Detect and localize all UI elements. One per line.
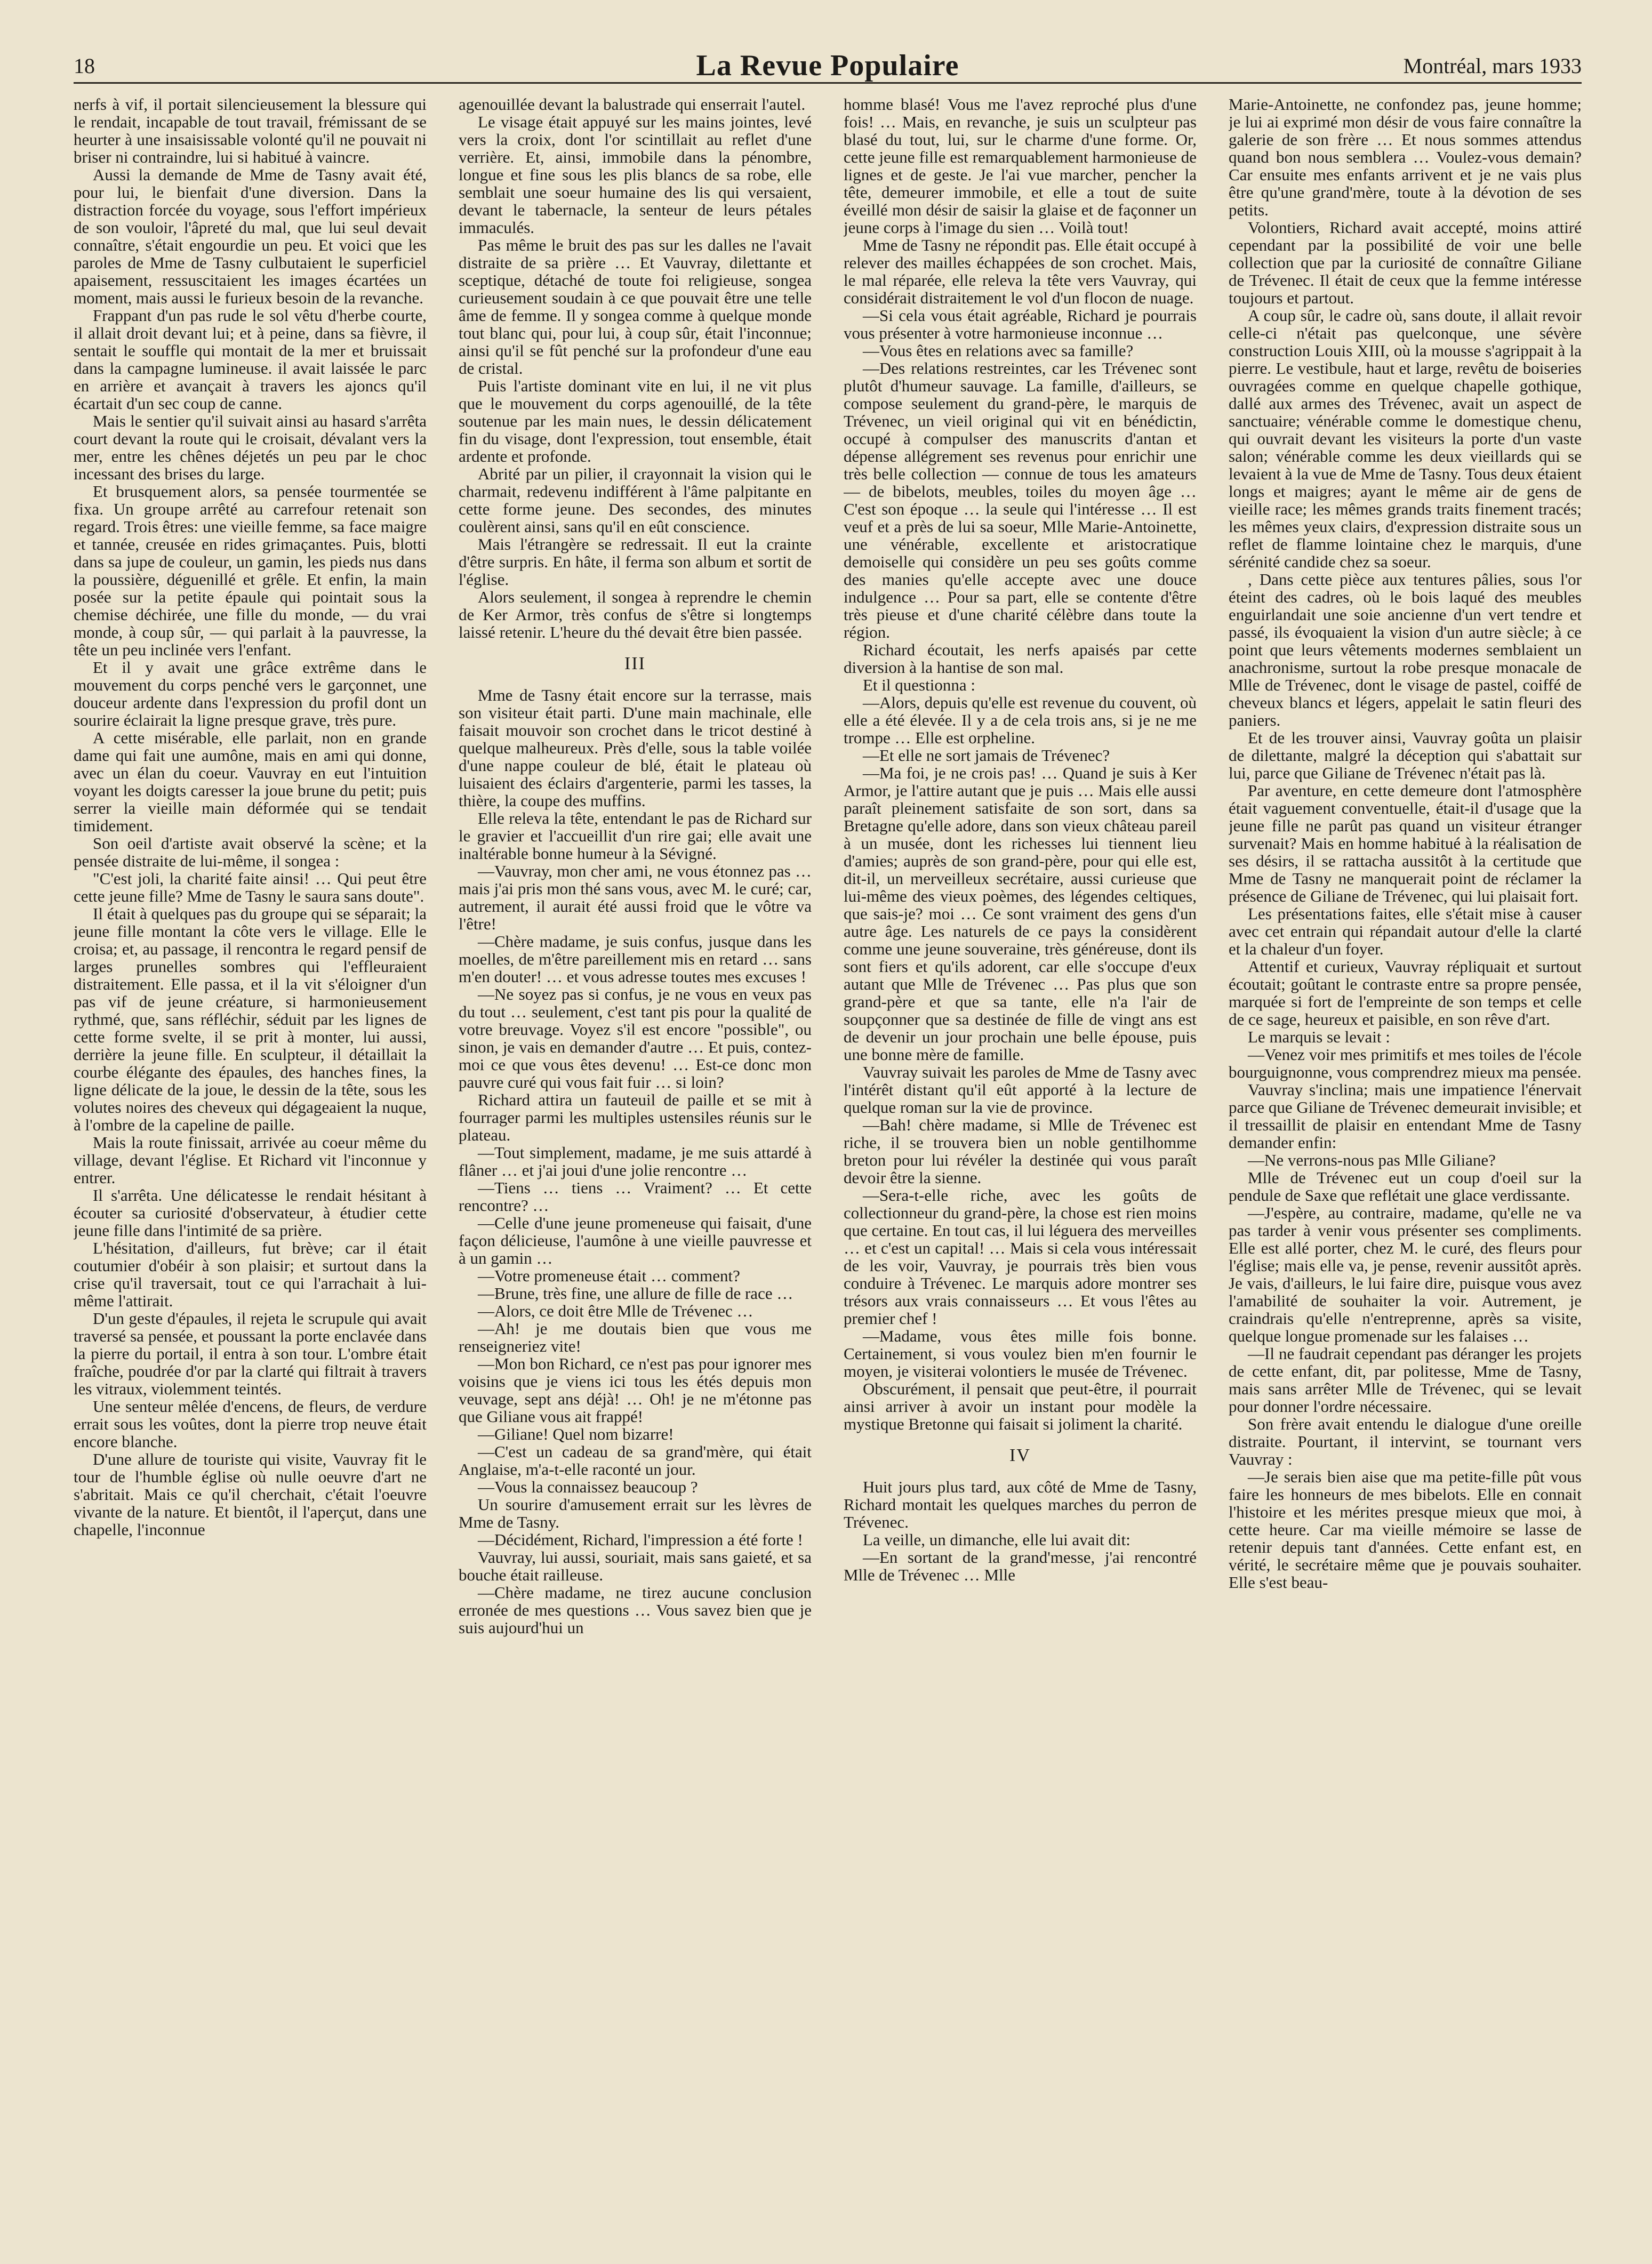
column-2 [459, 95, 812, 2244]
paragraph: —Votre promeneuse était … comment? [478, 1266, 740, 1285]
paragraph: —Ne verrons-nous pas Mlle Giliane? [1248, 1151, 1496, 1169]
paragraph: Mme de Tasny ne répondit pas. Elle était occupé à relever des mailles échappées de son crochet. Mais, le mal réparée, elle releva la tête vers Vauvray, qui considérait distraitement le vol d'un flocon de nuage. [844, 236, 1197, 307]
paragraph: Puis l'artiste dominant vite en lui, il ne vit plus que le mouvement du corps agenouillé, de la tête soutenue par les main nues, le dessin délicatement fin du visage, dont l'expression, tout ensemble, était ardente et profonde. [459, 376, 812, 465]
paragraph: —Ma foi, je ne crois pas! … Quand je suis à Ker Armor, je l'attire autant que je puis … Mais elle aussi paraît pleinement satisfaite de son sort, dans sa Bretagne qu'elle adore, dans son vieux château pareil à un musée, dont les richesses lui tiennent lieu d'amies; auprès de son grand-père, pour qui elle est, dit-il, un merveilleux secrétaire, aussi curieuse que lui-même des vieux poèmes, des légendes celtiques, que sais-je? moi … Ce sont vraiment des gens d'un autre âge. Les naturels de ce pays la considèrent comme une jeune souveraine, très généreuse, dont ils sont fiers et qu'ils adorent, car elle s'occupe d'eux autant que Mlle de Trévenec … Pas plus que son grand-père et que sa tante, elle n'a l'air de soupçonner que sa destinée de fille de vingt ans est de devenir un jour prochain une belle épouse, puis une bonne mère de famille. [844, 764, 1197, 1064]
paragraph: —Sera-t-elle riche, avec les goûts de collectionneur du grand-père, la chose est rien moins que certaine. En tout cas, il lui léguera des merveilles … et c'est un capital! … Mais si cela vous intéressait de les voir, Vauvray, je pourrais très bien vous conduire à Trévenec. Le marquis adore montrer ses trésors aux vrais connaisseurs … Et vous l'êtes au premier chef ! [844, 1186, 1197, 1328]
paragraph: —Celle d'une jeune promeneuse qui faisait, d'une façon délicieuse, l'aumône à une vieille pauvresse et à un gamin … [459, 1214, 812, 1267]
paragraph: —Mon bon Richard, ce n'est pas pour ignorer mes voisins que je viens ici tous les étés depuis mon veuvage, sept ans déjà! … Oh! je ne m'étonne pas que Giliane vous ait frappé! [459, 1354, 812, 1426]
paragraph: Attentif et curieux, Vauvray répliquait et surtout écoutait; goûtant le contraste entre sa propre pensée, marquée si fort de l'empreinte de son temps et celle de ce sage, heureux et paisible, en son rêve d'art. [1229, 957, 1582, 1029]
paragraph: —Tout simplement, madame, je me suis attardé à flâner … et j'ai joui d'une jolie rencontre … [459, 1143, 812, 1179]
paragraph: Abrité par un pilier, il crayonnait la vision qui le charmait, redevenu indifférent à l'âme palpitante en cette forme jeune. Des secondes, des minutes coulèrent ainsi, sans qu'il en eût conscience. [459, 464, 812, 536]
paragraph: —Si cela vous était agréable, Richard je pourrais vous présenter à votre harmonieuse inconnue … [844, 306, 1197, 342]
paragraph: A cette misérable, elle parlait, non en grande dame qui fait une aumône, mais en ami qui donne, avec un élan du coeur. Vauvray en eut l'intuition voyant les doigts caresser la joue brune du petit; puis serrer la vieille main déformée qui se tendait timidement. [74, 728, 427, 835]
paragraph: —Des relations restreintes, car les Trévenec sont plutôt d'humeur sauvage. La famille, d'ailleurs, se compose seulement du grand-père, le marquis de Trévenec, un vieil original qui vit en bénédictin, occupé à compulser des manuscrits d'antan et dépense allégrement ses revenus pour enrichir une très belle collection — connue de tous les amateurs— de bibelots, meubles, toiles du moyen âge … C'est son époque … la seule qui l'intéresse … Il est veuf et a près de lui sa soeur, Mlle Marie-Antoinette, une vénérable, excellente et aristocratique demoiselle qui considère un peu ses goûts comme des manies qu'elle accepte avec une douce indulgence … Pour sa part, elle se contente d'être très pieuse et d'une charité célèbre dans toute la région. [844, 359, 1197, 641]
dateline: Montréal, mars 1933 [1403, 53, 1582, 78]
paragraph: —Tiens … tiens … Vraiment? … Et cette rencontre? … [459, 1178, 812, 1215]
paragraph: Un sourire d'amusement errait sur les lèvres de Mme de Tasny. [459, 1495, 812, 1531]
paragraph: —Chère madame, ne tirez aucune conclusion erronée de mes questions … Vous savez bien que je suis aujourd'hui un [459, 1583, 812, 1637]
paragraph: Le visage était appuyé sur les mains jointes, levé vers la croix, dont l'or scintillait au reflet d'une verrière. Et, ainsi, immobile dans la pénombre, longue et fine sous les plis blancs de sa robe, elle semblait une soeur humaine des lis qui versaient, devant le tabernacle, la senteur de leurs pétales immaculés. [459, 113, 812, 237]
paragraph: Il s'arrêta. Une délicatesse le rendait hésitant à écouter sa curiosité d'observateur, à étudier cette jeune fille dans l'intimité de sa prière. [74, 1186, 427, 1240]
paragraph: Une senteur mêlée d'encens, de fleurs, de verdure errait sous les voûtes, dont la pierre trop neuve était encore blanche. [74, 1397, 427, 1451]
paragraph: Son oeil d'artiste avait observé la scène; et la pensée distraite de lui-même, il songea : [74, 834, 427, 870]
paragraph: Obscurément, il pensait que peut-être, il pourrait ainsi arriver à avoir un instant pour modèle la mystique Bretonne qui faisait si joliment la charité. [844, 1379, 1197, 1433]
page-number: 18 [74, 53, 95, 78]
paragraph: homme blasé! Vous me l'avez reproché plus d'une fois! … Mais, en revanche, je suis un sculpteur pas blasé du tout, lui, sur le charme d'une forme. Or, cette jeune fille est remarquablement harmonieuse de lignes et de geste. Je l'ai vue marcher, pencher la tête, demeurer immobile, et elle a tout de suite éveillé mon désir de saisir la glaise et de façonner un jeune corps à l'image du sien … Voilà tout! [844, 95, 1197, 237]
paragraph: Aussi la demande de Mme de Tasny avait été, pour lui, le bienfait d'une diversion. Dans la distraction forcée du voyage, sous l'effort impérieux de son vouloir, l'âpreté du mal, que lui seul devait connaître, s'était engourdie un peu. Et voici que les paroles de Mme de Tasny culbutaient le superficiel apaisement, ressuscitaient les images écartées un moment, mais aussi le furieux besoin de la revanche. [74, 165, 427, 307]
paragraph: Mais la route finissait, arrivée au coeur même du village, devant l'église. Et Richard vit l'inconnue y entrer. [74, 1133, 427, 1187]
paragraph: —Ah! je me doutais bien que vous me renseigneriez vite! [459, 1319, 812, 1355]
paragraph: —Décidément, Richard, l'impression a été forte ! [478, 1530, 803, 1549]
paragraph: —Il ne faudrait cependant pas déranger les projets de cette enfant, dit, par politesse, Mme de Tasny, mais sans arrêter Mlle de Trévenec, qui se levait pour donner l'ordre nécessaire. [1229, 1344, 1582, 1416]
paragraph: Volontiers, Richard avait accepté, moins attiré cependant par la possibilité de voir une belle collection que par la curiosité de connaître Giliane de Trévenec. Il était de ceux que la femme intéresse toujours et partout. [1229, 218, 1582, 307]
paragraph: —C'est un cadeau de sa grand'mère, qui était Anglaise, m'a-t-elle raconté un jour. [459, 1442, 812, 1479]
column-3 [844, 95, 1197, 2244]
paragraph: —Et elle ne sort jamais de Trévenec? [863, 746, 1110, 765]
paragraph: Vauvray s'inclina; mais une impatience l'énervait parce que Giliane de Trévenec demeurait invisible; et il tressaillit de plaisir en entendant Mme de Tasny demander enfin: [1229, 1080, 1582, 1152]
paragraph: Elle releva la tête, entendant le pas de Richard sur le gravier et l'accueillit d'un rire gai; elle avait une inaltérable bonne humeur à la Sévigné. [459, 809, 812, 863]
paragraph: Pas même le bruit des pas sur les dalles ne l'avait distraite de sa prière … Et Vauvray, dilettante et sceptique, détaché de toute foi religieuse, songea curieusement soudain à ce que pouvait être une telle âme de femme. Il y songea comme à quelque monde tout blanc qui, pour lui, à coup sûr, était l'inconnue; ainsi qu'il se fût penché sur la profondeur d'une eau de cristal. [459, 236, 812, 378]
paragraph: Le marquis se levait : [1248, 1027, 1390, 1046]
paragraph: —Vauvray, mon cher ami, ne vous étonnez pas … mais j'ai pris mon thé sans vous, avec M. le curé; car, autrement, il aurait été aussi froid que le vôtre va l'être! [459, 862, 812, 933]
paragraph: —Chère madame, je suis confus, jusque dans les moelles, de m'être pareillement mis en retard … sans m'en douter! … et vous adresse toutes mes excuses ! [459, 932, 812, 986]
paragraph: Mais le sentier qu'il suivait ainsi au hasard s'arrêta court devant la route qui le croisait, dévalant vers la mer, entre les chênes déjetés un peu par le choc incessant des brises du large. [74, 412, 427, 483]
paragraph: Alors seulement, il songea à reprendre le chemin de Ker Armor, très confus de s'être si longtemps laissé retenir. L'heure du thé devait être bien passée. [459, 588, 812, 641]
paragraph: Et il y avait une grâce extrême dans le mouvement du corps penché vers le garçonnet, une douceur ardente dans l'expression du profil dont un sourire éclairait la ligne presque grave, très pure. [74, 658, 427, 729]
paragraph: agenouillée devant la balustrade qui enserrait l'autel. [459, 95, 806, 114]
paragraph: A coup sûr, le cadre où, sans doute, il allait revoir celle-ci n'était pas quelconque, une sévère construction Louis XIII, où la mousse s'agrippait à la pierre. Le vestibule, haut et large, revêtu de boiseries ouvragées comme en quelque chapelle gothique, dallé aux armes des Trévenec, avait un aspect de sanctuaire; vénérable comme le domestique chenu, qui ouvrait devant les visiteurs la porte d'un vaste salon; vénérable comme les deux vieillards qui se levaient à la vue de Mme de Tasny. Tous deux étaient longs et maigres; ayant le même air de gens de vieille race; les mêmes grands traits finement tracés; les mêmes yeux clairs, d'expression distraite sous un reflet de flamme lointaine chez le marquis, d'une sérénité candide chez sa soeur. [1229, 306, 1582, 571]
paragraph: , Dans cette pièce aux tentures pâlies, sous l'or éteint des cadres, où le bois laqué des meubles enguirlandait une soie ancienne d'un vert tendre et passé, ils évoquaient la vision d'un autre siècle; à ce point que leurs vêtements modernes semblaient un anachronisme, surtout la robe presque monacale de Mlle de Trévenec, dont le visage de pastel, coiffé de cheveux blancs et légers, appelait le satin fleuri des paniers. [1229, 570, 1582, 729]
column-4 [1229, 95, 1582, 2244]
section-heading: IV [1009, 1446, 1031, 1465]
paragraph: D'un geste d'épaules, il rejeta le scrupule qui avait traversé sa pensée, et poussant la porte enclavée dans la pierre du portail, il entra à son tour. L'ombre était fraîche, poudrée d'or par la clarté qui filtrait à travers les vitraux, violemment teintés. [74, 1309, 427, 1398]
paragraph: Marie-Antoinette, ne confondez pas, jeune homme; je lui ai exprimé mon désir de vous faire connaître la galerie de son frère … Et nous sommes attendus quand bon nous semblera … Voulez-vous demain? Car ensuite mes enfants arrivent et je ne vais plus être qu'une grand'mère, toute à la dévotion de ses petits. [1229, 95, 1582, 219]
paragraph: Richard attira un fauteuil de paille et se mit à fourrager parmi les multiples ustensiles réunis sur le plateau. [459, 1090, 812, 1144]
paragraph: —Brune, très fine, une allure de fille de race … [478, 1284, 793, 1303]
paragraph: Richard écoutait, les nerfs apaisés par cette diversion à la hantise de son mal. [844, 640, 1197, 677]
paragraph: nerfs à vif, il portait silencieusement la blessure qui le rendait, incapable de tout travail, frémissant de se heurter à une insaisissable volonté qu'il ne pouvait ni briser ni contraindre, lui si habitué à vaincre. [74, 95, 427, 166]
paragraph: —Bah! chère madame, si Mlle de Trévenec est riche, il se trouvera bien un noble gentilhomme breton pour lui révéler la destinée qui vous paraît devoir être la sienne. [844, 1115, 1197, 1187]
paragraph: —Ne soyez pas si confus, je ne vous en veux pas du tout … seulement, c'est tant pis pour la qualité de votre breuvage. Voyez s'il est encore "possible", ou sinon, je vais en demander d'autre … Et puis, contez-moi ce que vous êtes devenu! … Est-ce donc mon pauvre curé qui vous fait fuir … si loin? [459, 985, 812, 1091]
paragraph: Et brusquement alors, sa pensée tourmentée se fixa. Un groupe arrêté au carrefour retenait son regard. Trois êtres: une vieille femme, sa face maigre et tannée, creusée en rides grimaçantes. Puis, blotti dans sa jupe de couleur, un gamin, les pieds nus dans la poussière, déguenillé et grêle. Et enfin, la main posée sur la petite épaule qui pointait sous la chemise déchirée, une fille du monde, — du vrai monde, à coup sûr, — qui parlait à la pauvresse, la tête un peu inclinée vers l'enfant. [74, 482, 427, 659]
paragraph: Les présentations faites, elle s'était mise à causer avec cet entrain qui répandait autour d'elle la clarté et la chaleur d'un foyer. [1229, 904, 1582, 958]
paragraph: Il était à quelques pas du groupe qui se séparait; la jeune fille montant la côte vers le village. Elle le croisa; et, au passage, il rencontra le regard pensif de larges prunelles sombres qui l'effleuraient distraitement. Elle passa, et il la vit s'éloigner d'un pas vif de jeune créature, si harmonieusement rythmé, que, sans réfléchir, séduit par les lignes de cette forme svelte, il se prit à monter, lui aussi, derrière la jeune fille. En sculpteur, il détaillait la courbe élégante des épaules, des hanches fines, la ligne délicate de la joue, le dessin de la tête, sous les volutes noires des cheveux qui dégageaient la nuque, à l'ombre de la capeline de paille. [74, 904, 427, 1134]
paragraph: Mlle de Trévenec eut un coup d'oeil sur la pendule de Saxe que reflétait une glace verdissante. [1229, 1168, 1582, 1205]
article-columns [74, 95, 1582, 2244]
paragraph: Vauvray, lui aussi, souriait, mais sans gaieté, et sa bouche était railleuse. [459, 1548, 812, 1584]
paragraph: D'une allure de touriste qui visite, Vauvray fit le tour de l'humble église où nulle oeuvre d'art ne s'abritait. Mais ce qu'il cherchait, c'était l'oeuvre vivante de la nature. Et bientôt, il l'aperçut, dans une chapelle, l'inconnue [74, 1450, 427, 1539]
paragraph: —Venez voir mes primitifs et mes toiles de l'école bourguignonne, vous comprendrez mieux ma pensée. [1229, 1045, 1582, 1081]
publication-title: La Revue Populaire [696, 49, 959, 82]
paragraph: L'hésitation, d'ailleurs, fut brève; car il était coutumier d'obéir à son plaisir; et surtout dans la crise qu'il traversait, tout ce qui l'arrachait à lui-même l'attirait. [74, 1239, 427, 1310]
paragraph: —Je serais bien aise que ma petite-fille pût vous faire les honneurs de mes bibelots. Elle en connait l'histoire et les mérites presque mieux que moi, à cette heure. Car ma vieille mémoire se lasse de retenir depuis tant d'années. Cette enfant est, en vérité, le secrétaire même que je pouvais souhaiter. Elle s'est beau- [1229, 1467, 1582, 1592]
paragraph: —Madame, vous êtes mille fois bonne. Certainement, si vous voulez bien m'en fournir le moyen, je visiterai volontiers le musée de Trévenec. [844, 1327, 1197, 1380]
paragraph: —Vous êtes en relations avec sa famille? [863, 341, 1134, 360]
paragraph: Et de les trouver ainsi, Vauvray goûta un plaisir de dilettante, malgré la déception qui s'abattait sur lui, parce que Giliane de Trévenec n'était pas là. [1229, 728, 1582, 782]
paragraph: Son frère avait entendu le dialogue d'une oreille distraite. Pourtant, il intervint, se tournant vers Vauvray : [1229, 1415, 1582, 1468]
paragraph: Mme de Tasny était encore sur la terrasse, mais son visiteur était parti. D'une main machinale, elle faisait mouvoir son crochet dans le tricot destiné à quelque malheureux. Près d'elle, sous la table voilée d'une nappe couleur de blé, était le plateau où luisaient des éclairs d'argenterie, parmi les tasses, la thière, la coupe des muffins. [459, 686, 812, 810]
paragraph: Frappant d'un pas rude le sol vêtu d'herbe courte, il allait droit devant lui; et à peine, dans sa fièvre, il sentait le souffle qui montait de la mer et bruissait dans la campagne lumineuse. il avait laissée le parc en arrière et avançait à travers les ajoncs qu'il écartait d'un sec coup de canne. [74, 306, 427, 413]
paragraph: Par aventure, en cette demeure dont l'atmosphère était vaguement conventuelle, était-il d'usage que la jeune fille ne parût pas quand un visiteur étranger survenait? Mais en homme habitué à la réalisation de ses désirs, il se rattacha aussitôt à la certitude que Mme de Tasny ne manquerait point de réclamer la présence de Giliane de Trévenec, qui lui plaisait fort. [1229, 781, 1582, 905]
paragraph: "C'est joli, la charité faite ainsi! … Qui peut être cette jeune fille? Mme de Tasny le saura sans doute". [74, 869, 427, 905]
paragraph: —Alors, ce doit être Mlle de Trévenec … [478, 1302, 753, 1320]
paragraph: —Alors, depuis qu'elle est revenue du couvent, où elle a été élevée. Il y a de cela trois ans, si je ne me trompe … Elle est orpheline. [844, 693, 1197, 747]
section-heading: III [624, 654, 646, 673]
column-1 [74, 95, 427, 2244]
masthead [74, 49, 1582, 84]
paragraph: Et il questionna : [863, 676, 975, 694]
paragraph: —Vous la connaissez beaucoup ? [478, 1478, 698, 1496]
paragraph: —En sortant de la grand'messe, j'ai rencontré Mlle de Trévenec … Mlle [844, 1548, 1197, 1584]
paragraph: Vauvray suivait les paroles de Mme de Tasny avec l'intérêt distant qu'il eût apporté à la lecture de quelque roman sur la vie de province. [844, 1063, 1197, 1117]
paragraph: Mais l'étrangère se redressait. Il eut la crainte d'être surpris. En hâte, il ferma son album et sortit de l'église. [459, 535, 812, 589]
paragraph: —J'espère, au contraire, madame, qu'elle ne va pas tarder à venir vous présenter ses compliments. Elle est allé porter, chez M. le curé, des fleurs pour l'église; mais elle va, je pense, revenir aussitôt après. Je vais, d'ailleurs, le lui faire dire, puisque vous avez l'amabilité de souhaiter la voir. Autrement, je craindrais qu'elle n'entreprenne, après sa visite, quelque longue promenade sur les falaises … [1229, 1203, 1582, 1345]
paragraph: La veille, un dimanche, elle lui avait dit: [863, 1530, 1130, 1549]
paragraph: Huit jours plus tard, aux côté de Mme de Tasny, Richard montait les quelques marches du perron de Trévenec. [844, 1478, 1197, 1531]
paragraph: —Giliane! Quel nom bizarre! [478, 1425, 674, 1443]
